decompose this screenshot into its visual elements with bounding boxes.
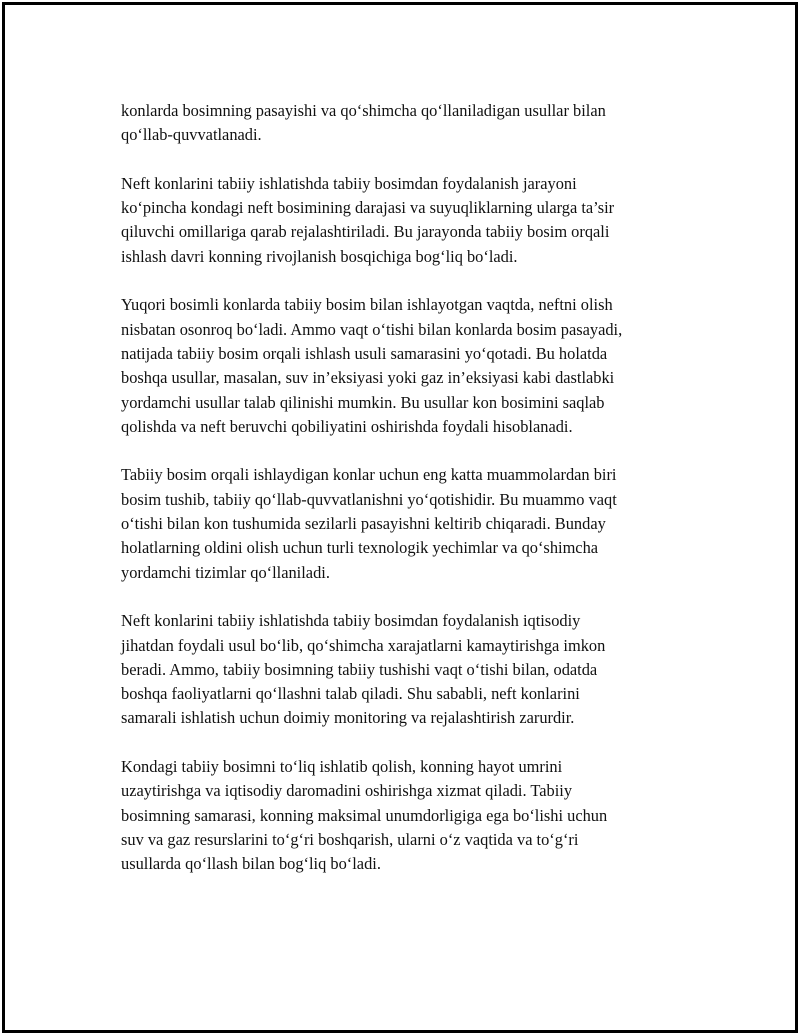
text-line: holatlarning oldini olish uchun turli texnologik yechimlar va qo‘shimcha (121, 538, 599, 558)
text-line: natijada tabiiy bosim orqali ishlash usuli samarasini yo‘qotadi. Bu holatda (121, 343, 608, 363)
text-line: Neft konlarini tabiiy ishlatishda tabiiy bosimdan foydalanish iqtisodiy (121, 611, 581, 631)
text-line: yordamchi usullar talab qilinishi mumkin. Bu usullar kon bosimini saqlab (121, 392, 605, 412)
text-line: o‘tishi bilan kon tushumida sezilarli pasayishni keltirib chiqaradi. Bunday (121, 514, 606, 534)
text-line: ishlash davri konning rivojlanish bosqichiga bog‘liq bo‘ladi. (121, 246, 518, 266)
text-line: ko‘pincha kondagi neft bosimining darajasi va suyuqliklarning ularga ta’sir (121, 198, 615, 218)
paragraph-4 (121, 463, 681, 584)
text-line: bosimning samarasi, konning maksimal unumdorligiga ega bo‘lishi uchun (121, 805, 608, 825)
text-line: qiluvchi omillariga qarab rejalashtiriladi. Bu jarayonda tabiiy bosim orqali (121, 222, 610, 242)
text-line: Tabiiy bosim orqali ishlaydigan konlar uchun eng katta muammolardan biri (121, 465, 617, 485)
text-line: jihatdan foydali usul bo‘lib, qo‘shimcha xarajatlarni kamaytirishga imkon (121, 635, 606, 655)
text-line: uzaytirishga va iqtisodiy daromadini oshirishga xizmat qiladi. Tabiiy (121, 781, 573, 801)
text-line: samarali ishlatish uchun doimiy monitoring va rejalashtirish zarurdir. (121, 708, 575, 728)
paragraph-2 (121, 172, 681, 269)
text-line: yordamchi tizimlar qo‘llaniladi. (121, 562, 330, 582)
text-line: nisbatan osonroq bo‘ladi. Ammo vaqt o‘tishi bilan konlarda bosim pasayadi, (121, 319, 623, 339)
paragraph-1 (121, 99, 681, 148)
paragraph-5 (121, 609, 681, 730)
text-line: Neft konlarini tabiiy ishlatishda tabiiy bosimdan foydalanish jarayoni (121, 173, 577, 193)
text-line: Kondagi tabiiy bosimni to‘liq ishlatib qolish, konning hayot umrini (121, 757, 563, 777)
text-line: konlarda bosimning pasayishi va qo‘shimcha qo‘llaniladigan usullar bilan (121, 101, 606, 120)
paragraph-6 (121, 755, 681, 876)
text-line: boshqa faoliyatlarni qo‘llashni talab qiladi. Shu sababli, neft konlarini (121, 684, 580, 704)
text-line: boshqa usullar, masalan, suv in’eksiyasi yoki gaz in’eksiyasi kabi dastlabki (121, 368, 615, 388)
text-line: bosim tushib, tabiiy qo‘llab-quvvatlanishni yo‘qotishidir. Bu muammo vaqt (121, 489, 617, 509)
text-line: qolishda va neft beruvchi qobiliyatini oshirishda foydali hisoblanadi. (121, 416, 573, 436)
page-frame (2, 2, 798, 1033)
text-line: Yuqori bosimli konlarda tabiiy bosim bilan ishlayotgan vaqtda, neftni olish (121, 295, 613, 315)
text-line: usullarda qo‘llash bilan bog‘liq bo‘ladi. (121, 854, 381, 874)
text-line: suv va gaz resurslarini to‘g‘ri boshqarish, ularni o‘z vaqtida va to‘g‘ri (121, 829, 579, 849)
paragraph-3 (121, 293, 681, 439)
document-body (121, 99, 681, 901)
text-line: beradi. Ammo, tabiiy bosimning tabiiy tushishi vaqt o‘tishi bilan, odatda (121, 659, 598, 679)
text-line: qo‘llab-quvvatlanadi. (121, 125, 262, 145)
